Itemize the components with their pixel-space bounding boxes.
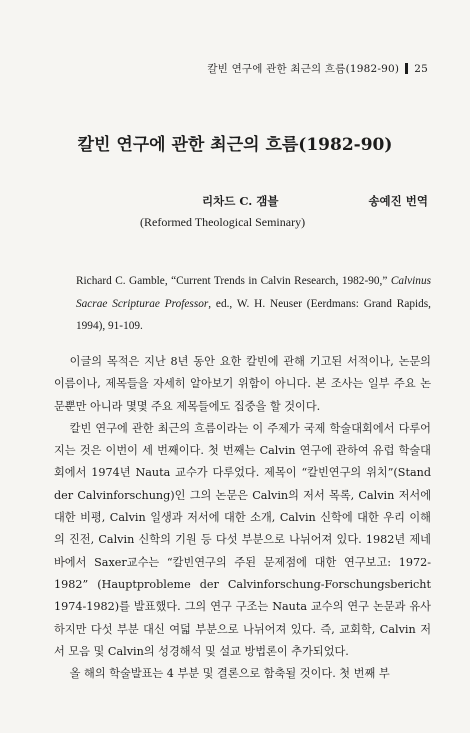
reference-text-1: Richard C. Gamble, “Current Trends in Calvin Research, 1982-90,” <box>76 275 391 287</box>
translator-name: 송예진 번역 <box>368 194 428 208</box>
reference-text-2: , ed., W. H. Neuser (Eerdmans: Grand Rapids, 1994), 91-109. <box>76 297 431 332</box>
byline <box>202 193 428 209</box>
reference-book-title: Calvinus Sacrae Scripturae Professor <box>76 275 431 310</box>
body-paragraph: 이글의 목적은 지난 8년 동안 요한 칼빈에 관해 기고된 서적이나, 논문의 이름이나, 제목들을 자세히 알아보기 위함이 아니다. 본 조사는 일부 주요 논문뿐만 아니라 몇몇 주요 제목들에도 집중을 할 것이다. <box>54 355 431 413</box>
running-title: 칼빈 연구에 관한 최근의 흐름(1982-90) <box>207 63 400 75</box>
article-title: 칼빈 연구에 관한 최근의 흐름(1982-90) <box>77 135 393 155</box>
page-number: 25 <box>414 62 428 75</box>
separator-bar <box>405 63 408 74</box>
author-affiliation: (Reformed Theological Seminary) <box>140 215 306 229</box>
author-name: 리차드 C. 갬블 <box>202 194 279 208</box>
running-head <box>207 61 428 76</box>
body-paragraph: 칼빈 연구에 관한 최근의 흐름이라는 이 주제가 국제 학술대회에서 다루어지는 것은 이번이 세 번째이다. 첫 번째는 Calvin 연구에 관하여 유럽 학술대회에서 1974년 Nauta 교수가 다루었다. 제목이 “칼빈연구의 위치”(Stand der Calvinforschung)인 그의 논문은 Calvin의 저서 목록, Calvin 저서에 대한 비평, Calvin 일생과 저서에 대한 소개, Calvin 신학에 대한 우리 이해의 진전, Calvin 신학의 기원 등 다섯 부분으로 나뉘어져 있다. 1982년 제네바에서 Saxer교수는 “칼빈연구의 주된 문제점에 대한 연구보고: 1972-1982” (Hauptprobleme der Calvinforschung-Forschungsbericht 1974-1982)를 발표했다. 그의 연구 구조는 Nauta 교수의 연구 논문과 유사하지만 다섯 부분 대신 여덟 부분으로 나뉘어져 있다. 즉, 교회학, Calvin 저서 모음 및 Calvin의 성경해석 및 설교 방법론이 추가되었다. <box>54 421 431 658</box>
article-body <box>54 351 431 685</box>
body-paragraph: 올 해의 학술발표는 4 부분 및 결론으로 함축될 것이다. 첫 번째 부 <box>69 667 390 681</box>
source-reference <box>76 270 431 338</box>
